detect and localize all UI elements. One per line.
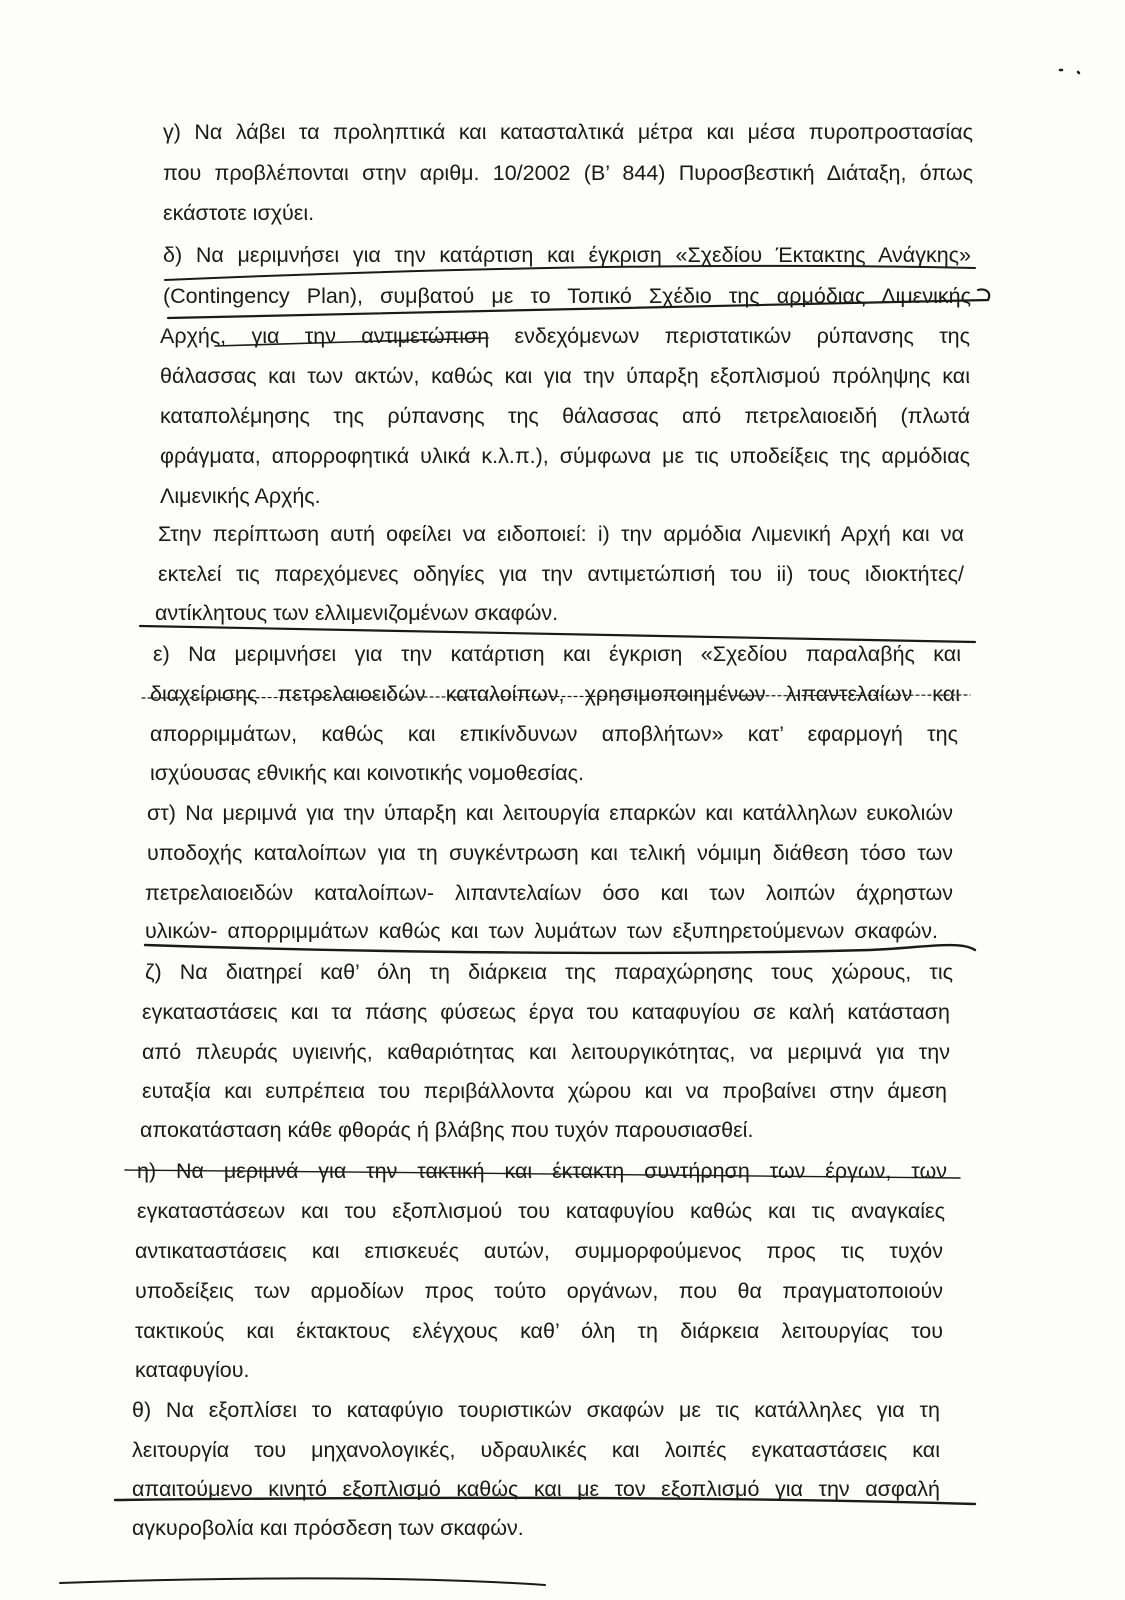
text-line: (Contingency Plan), συμβατού με το Τοπικό Σχέδιο της αρμόδιας Λιμενικής (163, 284, 971, 308)
text-line: αντικαταστάσεις και επισκευές αυτών, συμμορφούμενος προς τις τυχόν (135, 1239, 943, 1263)
pen-underline (145, 945, 975, 953)
pen-dot (1060, 70, 1079, 73)
text-line: ισχύουσας εθνικής και κοινοτικής νομοθεσίας. (150, 761, 584, 785)
text-line: η) Να μεριμνά για την τακτική και έκτακτη συντήρηση των έργων, των (137, 1159, 947, 1183)
pen-underline (60, 1578, 545, 1585)
text-line: αποκατάσταση κάθε φθοράς ή βλάβης που τυχόν παρουσιασθεί. (140, 1118, 754, 1142)
text-line: υλικών- απορριμμάτων καθώς και των λυμάτων των εξυπηρετούμενων σκαφών. (145, 919, 938, 943)
text-line: εγκαταστάσεων και του εξοπλισμού του καταφυγίου καθώς και τις αναγκαίες (137, 1199, 945, 1223)
text-line: φράγματα, απορροφητικά υλικά κ.λ.π.), σύμφωνα με τις υποδείξεις της αρμόδιας (160, 444, 970, 468)
text-line: από πλευράς υγιεινής, καθαριότητας και λειτουργικότητας, να μεριμνά για την (142, 1040, 950, 1064)
text-line: Στην περίπτωση αυτή οφείλει να ειδοποιεί: i) την αρμόδια Λιμενική Αρχή και να (158, 522, 964, 546)
text-line: εκτελεί τις παρεχόμενες οδηγίες για την αντιμετώπισή του ii) τους ιδιοκτήτες/ (158, 562, 964, 586)
text-line: αγκυροβολία και πρόσδεση των σκαφών. (132, 1516, 524, 1540)
text-line: καταπολέμησης της ρύπανσης της θάλασσας από πετρελαιοειδή (πλωτά (160, 404, 970, 428)
text-line: δ) Να μεριμνήσει για την κατάρτιση και έγκριση «Σχεδίου Έκτακτης Ανάγκης» (163, 243, 971, 267)
text-line: διαχείρισης πετρελαιοειδών καταλοίπων, χρησιμοποιημένων λιπαντελαίων και (150, 682, 960, 706)
text-line: απαιτούμενο κινητό εξοπλισμό καθώς και με τον εξοπλισμό για την ασφαλή (132, 1477, 940, 1501)
text-line: Λιμενικής Αρχής. (160, 484, 321, 508)
text-line: καταφυγίου. (135, 1358, 250, 1382)
text-line: απορριμμάτων, καθώς και επικίνδυνων αποβλήτων» κατ’ εφαρμογή της (150, 722, 958, 746)
text-line: υποδοχής καταλοίπων για τη συγκέντρωση και τελική νόμιμη διάθεση τόσο των (147, 841, 953, 865)
text-line: εγκαταστάσεις και τα πάσης φύσεως έργα του καταφυγίου σε καλή κατάσταση (142, 1000, 950, 1024)
text-line: στ) Να μεριμνά για την ύπαρξη και λειτουργία επαρκών και κατάλληλων ευκολιών (147, 801, 953, 825)
text-line: αντίκλητους των ελλιμενιζομένων σκαφών. (155, 601, 559, 625)
text-line: θάλασσας και των ακτών, καθώς και για την ύπαρξη εξοπλισμού πρόληψης και (160, 364, 970, 388)
text-line: που προβλέπονται στην αριθμ. 10/2002 (Β’ 844) Πυροσβεστική Διάταξη, όπως (163, 161, 973, 185)
text-line: εκάστοτε ισχύει. (163, 201, 315, 225)
text-line: Αρχής, για την αντιμετώπιση ενδεχόμενων περιστατικών ρύπανσης της (160, 324, 970, 348)
text-line: γ) Να λάβει τα προληπτικά και κατασταλτικά μέτρα και μέσα πυροπροστασίας (163, 120, 973, 144)
text-line: ε) Να μεριμνήσει για την κατάρτιση και έγκριση «Σχεδίου παραλαβής και (153, 642, 961, 666)
text-line: ευταξία και ευπρέπεια του περιβάλλοντα χώρου και να προβαίνει στην άμεση (142, 1079, 947, 1103)
text-line: τακτικούς και έκτακτους ελέγχους καθ’ όλη τη διάρκεια λειτουργίας του (135, 1319, 943, 1343)
text-line: πετρελαιοειδών καταλοίπων- λιπαντελαίων όσο και των λοιπών άχρηστων (145, 881, 953, 905)
text-line: λειτουργία του μηχανολογικές, υδραυλικές και λοιπές εγκαταστάσεις και (132, 1438, 940, 1462)
text-line: θ) Να εξοπλίσει το καταφύγιο τουριστικών σκαφών με τις κατάλληλες για τη (132, 1398, 940, 1422)
text-line: υποδείξεις των αρμοδίων προς τούτο οργάνων, που θα πραγματοποιούν (135, 1279, 943, 1303)
text-line: ζ) Να διατηρεί καθ’ όλη τη διάρκεια της παραχώρησης τους χώρους, τις (145, 960, 953, 984)
